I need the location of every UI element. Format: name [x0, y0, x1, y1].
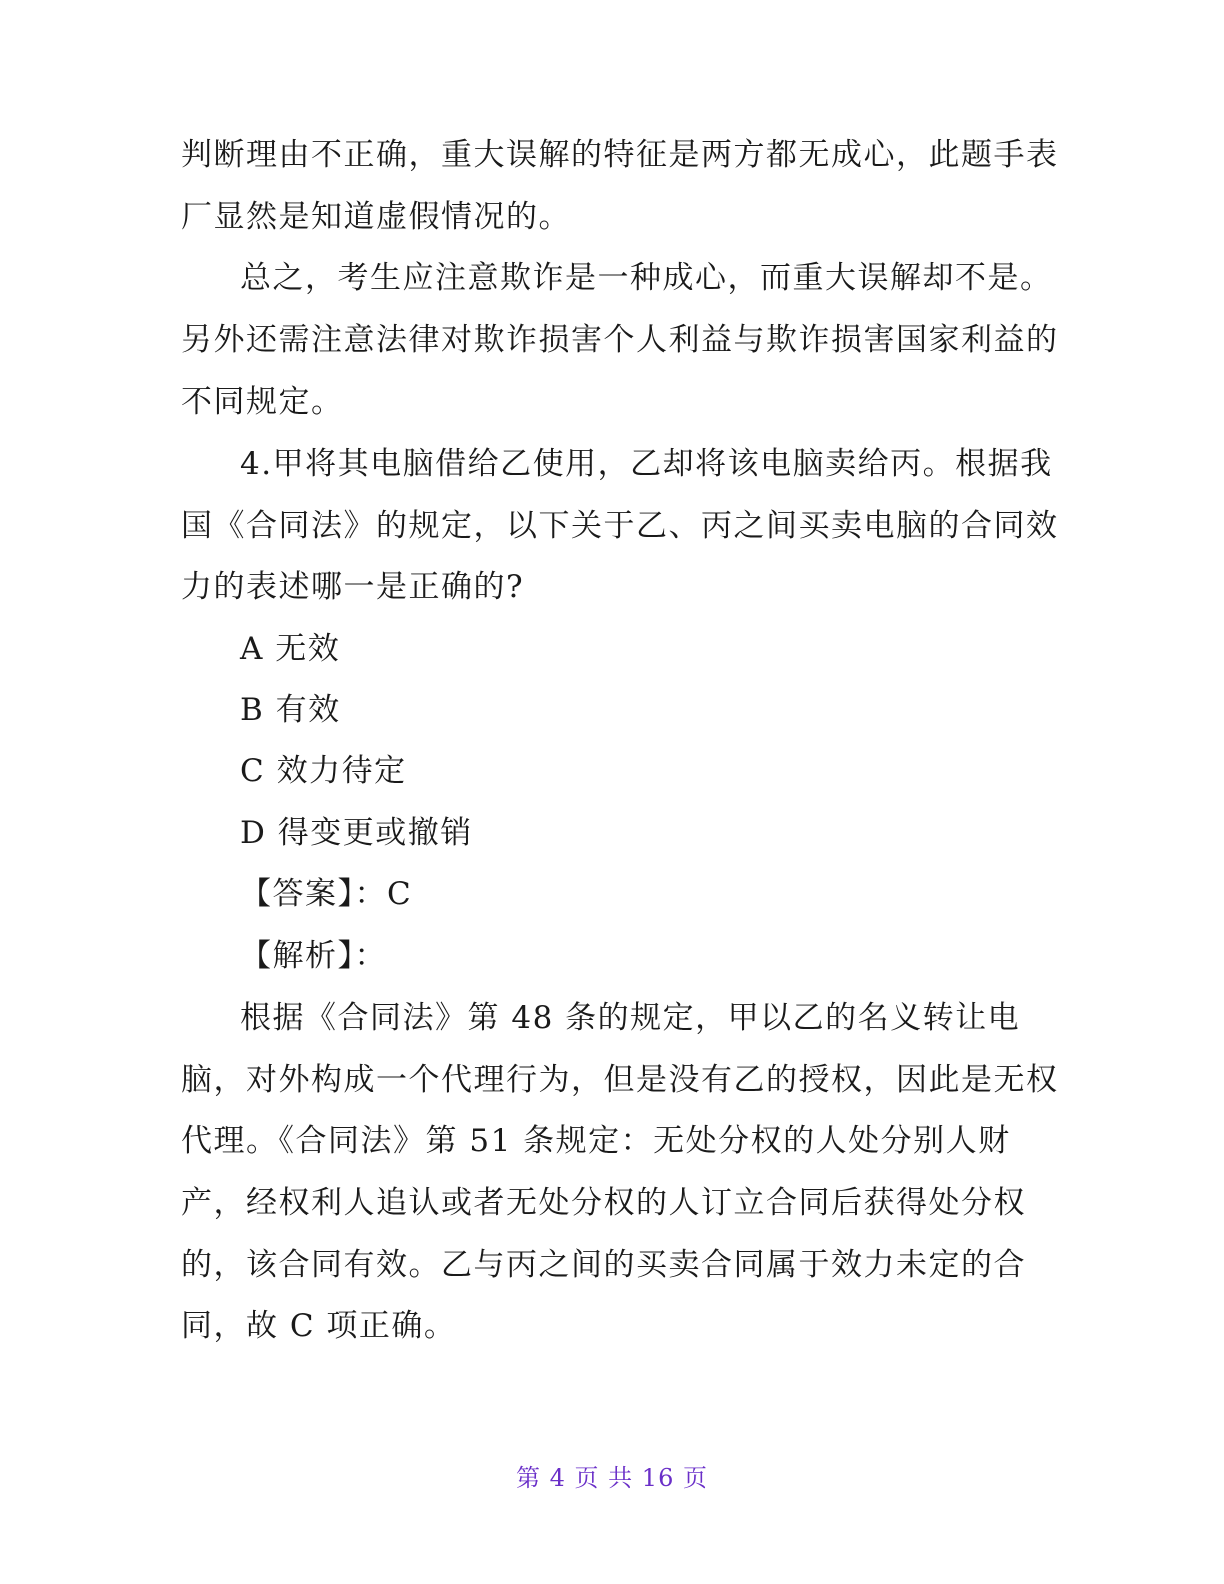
question-line: 力的表述哪一是正确的?: [181, 569, 525, 605]
answer-line: 【答案】：C: [240, 876, 413, 912]
option-a: A 无效: [240, 631, 341, 667]
analysis-line: 根据《合同法》第 48 条的规定，甲以乙的名义转让电: [240, 1000, 1021, 1036]
option-d: D 得变更或撤销: [240, 815, 473, 851]
option-b: B 有效: [240, 692, 341, 728]
analysis-line: 的，该合同有效。乙与丙之间的买卖合同属于效力未定的合: [181, 1247, 1026, 1283]
analysis-line: 代理。《合同法》第 51 条规定：无处分权的人处分别人财: [181, 1123, 1011, 1159]
analysis-line: 产，经权利人追认或者无处分权的人订立合同后获得处分权: [181, 1185, 1026, 1221]
text-line: 厂显然是知道虚假情况的。: [181, 199, 571, 235]
analysis-heading: 【解析】：: [240, 938, 387, 974]
page-footer: [0, 1462, 1224, 1494]
text-line: 总之，考生应注意欺诈是一种成心，而重大误解却不是。: [240, 260, 1053, 296]
question-line: 4.甲将其电脑借给乙使用，乙却将该电脑卖给丙。根据我: [240, 446, 1053, 482]
question-line: 国《合同法》的规定，以下关于乙、丙之间买卖电脑的合同效: [181, 508, 1059, 544]
analysis-line: 脑，对外构成一个代理行为，但是没有乙的授权，因此是无权: [181, 1062, 1059, 1098]
text-line: 判断理由不正确，重大误解的特征是两方都无成心，此题手表: [181, 137, 1059, 173]
page-number-label: 第 4 页 共 16 页: [516, 1464, 708, 1492]
text-line: 不同规定。: [181, 384, 344, 420]
option-c: C 效力待定: [240, 753, 407, 789]
text-line: 另外还需注意法律对欺诈损害个人利益与欺诈损害国家利益的: [181, 322, 1059, 358]
analysis-line: 同，故 C 项正确。: [181, 1308, 457, 1344]
